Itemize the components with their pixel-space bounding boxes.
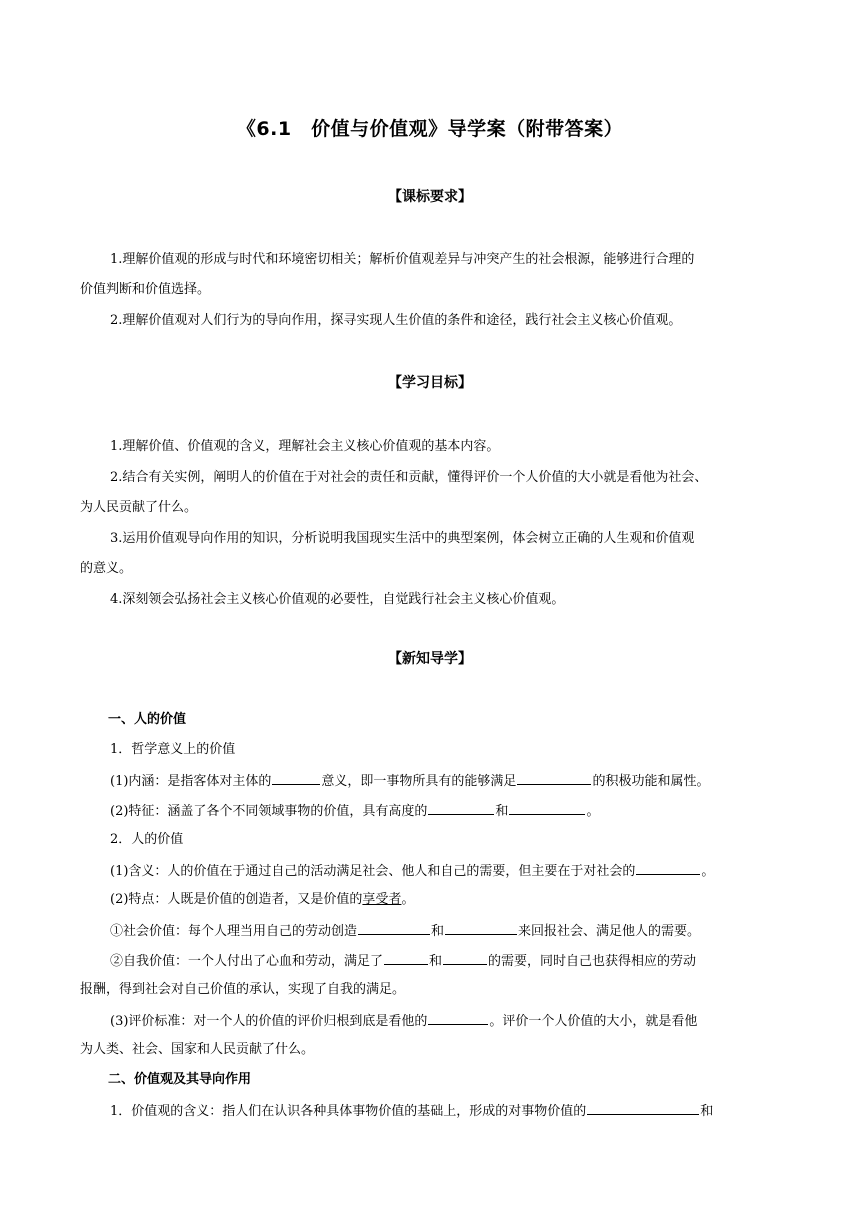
text: 1.理解价值观的形成与时代和环境密切相关；解析价值观差异与冲突产生的社会根源，能够进行合理的 (110, 252, 695, 267)
text: 。评价一个人价值的大小，就是看他 (489, 1014, 698, 1029)
text: 和 (495, 804, 509, 819)
text: 3.运用价值观导向作用的知识，分析说明我国现实生活中的典型案例，体会树立正确的人生观和价值观 (110, 531, 695, 546)
text: 来回报社会、满足他人的需要。 (518, 924, 701, 939)
text: ①社会价值：每个人理当用自己的劳动创造 (110, 924, 358, 939)
section-heading-new-knowledge: 【新知导学】 (388, 651, 472, 667)
text: (1)含义：人的价值在于通过自己的活动满足社会、他人和自己的需要，但主要在于对社会的 (110, 864, 636, 879)
p2-title (80, 830, 782, 850)
p2-item-2 (80, 890, 782, 910)
text: 意义，即一事物所具有的能够满足 (321, 774, 517, 789)
p1-item-2 (80, 800, 782, 822)
curriculum-item-1-cont (80, 280, 782, 300)
p2-item-5 (80, 1010, 782, 1032)
text: 1.理解价值、价值观的含义，理解社会主义核心价值观的基本内容。 (110, 439, 500, 454)
text: (2)特点：人既是价值的创造者，又是价值的 (110, 892, 363, 907)
text: 4.深刻领会弘扬社会主义核心价值观的必要性，自觉践行社会主义核心价值观。 (110, 592, 565, 607)
text: 2．人的价值 (110, 832, 184, 847)
text: 1．价值观的含义：指人们在认识各种具体事物价值的基础上，形成的对事物价值的 (110, 1104, 587, 1119)
text: 。 (701, 864, 715, 879)
fill-in-blank (358, 920, 430, 935)
p1-item-1 (80, 770, 782, 792)
text: 和 (429, 954, 443, 969)
fill-in-blank (587, 1100, 699, 1115)
fill-in-blank (517, 770, 591, 785)
fill-in-blank (428, 800, 494, 815)
text: 2.理解价值观对人们行为的导向作用，探寻实现人生价值的条件和途径，践行社会主义核心价值观。 (110, 313, 682, 328)
text: (3)评价标准：对一个人的价值的评价归根到底是看他的 (110, 1014, 428, 1029)
text: 1．哲学意义上的价值 (110, 742, 236, 757)
part1-heading: 一、人的价值 (108, 712, 187, 727)
curriculum-item-2 (80, 311, 782, 331)
p2-item-4 (80, 950, 782, 972)
part2-heading: 二、价值观及其导向作用 (108, 1072, 252, 1087)
text: 的积极功能和属性。 (592, 774, 710, 789)
objective-item-1 (80, 437, 782, 457)
text: 为人民贡献了什么。 (80, 500, 198, 515)
p1-title (80, 740, 782, 760)
p2-item-1 (80, 860, 782, 882)
text: 2.结合有关实例，阐明人的价值在于对社会的责任和贡献，懂得评价一个人价值的大小就是看他为社会、 (110, 470, 708, 485)
text: (2)特征：涵盖了各个不同领域事物的价值，具有高度的 (110, 804, 428, 819)
curriculum-item-1 (80, 250, 782, 270)
document-title: 《6.1 价值与价值观》导学案（附带答案） (236, 118, 624, 140)
fill-in-blank (384, 950, 428, 965)
fill-in-blank (445, 920, 517, 935)
text: ②自我价值：一个人付出了心血和劳动，满足了 (110, 954, 384, 969)
section-heading-objectives: 【学习目标】 (388, 375, 472, 391)
text: 。 (401, 892, 415, 907)
fill-in-blank (509, 800, 585, 815)
fill-in-blank (636, 860, 700, 875)
text: 的意义。 (80, 561, 133, 576)
objective-item-4 (80, 590, 782, 610)
p2-item-3 (80, 920, 782, 942)
p2-item-5-cont (80, 1040, 782, 1060)
fill-in-blank (272, 770, 320, 785)
text: 。 (586, 804, 600, 819)
objective-item-2-cont (80, 498, 782, 518)
objective-item-3 (80, 529, 782, 549)
p3-item-1 (80, 1100, 782, 1122)
text: 价值判断和价值选择。 (80, 282, 211, 297)
underlined-text: 享受者 (362, 892, 402, 907)
fill-in-blank (428, 1010, 488, 1025)
p2-item-4-cont (80, 980, 782, 1000)
objective-item-2 (80, 468, 782, 488)
section-heading-curriculum: 【课标要求】 (388, 189, 472, 205)
text: 和 (431, 924, 445, 939)
text: 的需要，同时自己也获得相应的劳动 (488, 954, 697, 969)
objective-item-3-cont (80, 559, 782, 579)
text: 报酬，得到社会对自己价值的承认，实现了自我的满足。 (80, 982, 406, 997)
text: 和 (700, 1104, 714, 1119)
fill-in-blank (443, 950, 487, 965)
text: (1)内涵：是指客体对主体的 (110, 774, 272, 789)
text: 为人类、社会、国家和人民贡献了什么。 (80, 1042, 315, 1057)
